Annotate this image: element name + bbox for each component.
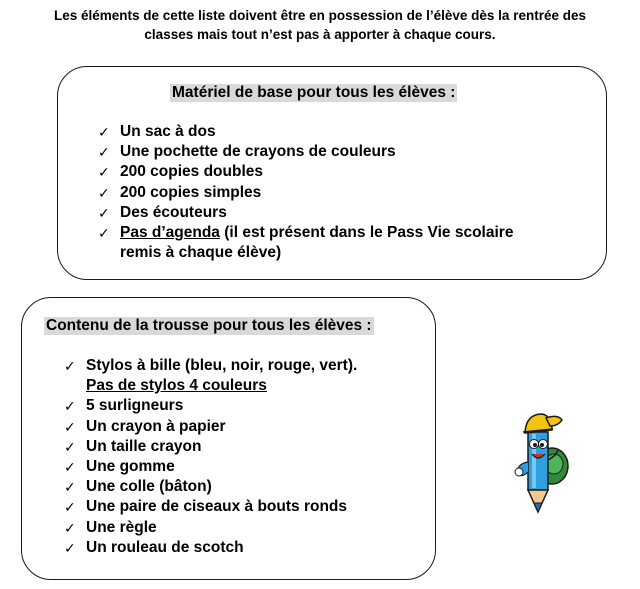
pencil-case-heading: Contenu de la trousse pour tous les élèves : [46,317,372,334]
pencil-mascot-icon [508,404,570,520]
intro-line-2: classes mais tout n’est pas à apporter à chaque cours. [144,27,496,42]
stylos-note: Pas de stylos 4 couleurs [86,377,267,395]
agenda-note: (il est présent dans le Pass Vie scolaire [219,224,514,242]
list-item: ✓ 5 surligneurs [64,397,184,415]
checkmark-icon: ✓ [98,144,110,161]
checkmark-icon: ✓ [64,438,76,455]
list-item: ✓ Une règle [64,518,157,536]
checkmark-icon: ✓ [64,499,76,516]
list-item: ✓ Un crayon à papier [64,417,226,435]
list-item: ✓ Une pochette de crayons de couleurs [98,143,396,161]
list-item: ✓ Une gomme [64,458,175,476]
intro-text [0,6,640,44]
checkmark-icon: ✓ [64,358,76,374]
list-item: ✓ 200 copies doubles [98,163,263,181]
pencil-case-box [21,297,436,580]
list-item-stylos: ✓ Stylos à bille (bleu, noir, rouge, vert). Pas de stylos 4 couleurs [64,357,358,395]
basic-supplies-heading: Matériel de base pour tous les élèves : [172,84,456,101]
agenda-underlined: Pas d’agenda [120,224,220,242]
checkmark-icon: ✓ [64,479,76,496]
list-item: ✓ 200 copies simples [98,183,262,201]
pencil-case-list [64,356,357,558]
intro-line-1: Les éléments de cette liste doivent être en possession de l’élève dès la rentrée des [54,8,586,23]
agenda-note-line-2: remis à chaque élève) [120,244,282,262]
checkmark-icon: ✓ [98,184,110,201]
checkmark-icon: ✓ [98,164,110,181]
basic-supplies-box [57,66,607,280]
checkmark-icon: ✓ [64,519,76,536]
checkmark-icon: ✓ [98,124,110,140]
list-item-agenda [98,223,513,263]
checkmark-icon: ✓ [98,204,110,221]
checkmark-icon: ✓ [64,539,76,556]
list-item: ✓ Une paire de ciseaux à bouts ronds [64,498,347,516]
checkmark-icon: ✓ [64,418,76,435]
basic-supplies-list [98,122,513,263]
list-item: ✓ Un taille crayon [64,437,202,455]
list-item: ✓ Un sac à dos [98,123,216,140]
list-item: ✓ Un rouleau de scotch [64,538,244,556]
list-item: ✓ Des écouteurs [98,203,227,221]
checkmark-icon: ✓ [98,225,110,242]
checkmark-icon: ✓ [64,398,76,415]
checkmark-icon: ✓ [64,459,76,476]
list-item: ✓ Une colle (bâton) [64,478,212,496]
